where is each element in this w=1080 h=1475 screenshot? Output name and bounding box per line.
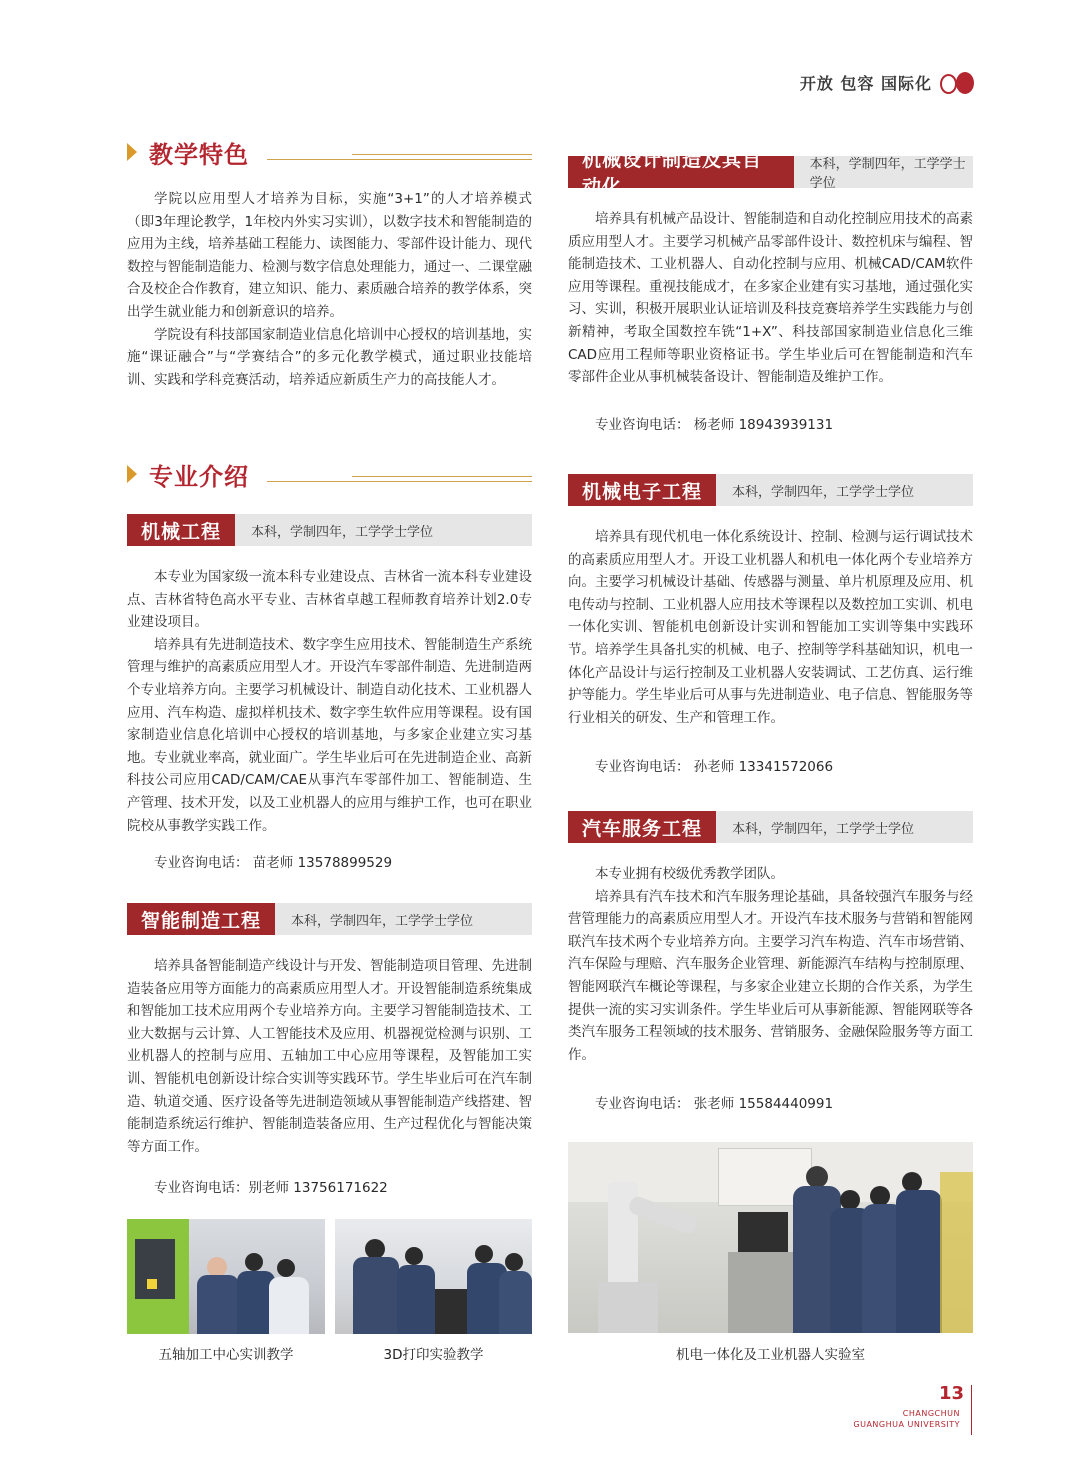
major-meta: 本科，学制四年，工学学士学位 [291,913,474,929]
page-number: 13 [938,1383,964,1404]
major-header-mechatronics [568,474,973,506]
major-meta: 本科，学制四年，工学学士学位 [251,524,434,540]
section-arrow-icon [127,143,137,161]
section-divider [267,159,532,160]
section-arrow-icon [127,465,137,483]
features-text [127,188,532,391]
contact-line: 专业咨询电话： 张老师 15584440991 [595,1096,834,1112]
major-header-automotive-service [568,811,973,843]
photo-caption: 3D打印实验教学 [383,1347,484,1363]
major-name: 机械设计制造及其自动化 [568,156,794,188]
photo-caption: 机电一体化及工业机器人实验室 [676,1347,865,1363]
section-heading-intro [127,456,532,492]
footer-university [853,1408,960,1430]
major-text-automotive-service [568,863,973,1066]
major-name: 汽车服务工程 [568,811,716,843]
header-slogan: 开放 包容 国际化 [799,73,932,93]
major-text-mechatronics [568,526,973,729]
header-slogan-area [800,70,974,94]
footer-university-line: GUANGHUA UNIVERSITY [853,1420,960,1429]
contact-line: 专业咨询电话： 杨老师 18943939131 [595,417,834,433]
paragraph: 本专业拥有校级优秀教学团队。 [595,866,784,882]
major-meta: 本科，学制四年，工学学士学位 [732,821,915,837]
major-name: 机械工程 [127,514,235,546]
paragraph: 学院设有科技部国家制造业信息化培训中心授权的培训基地，实施“课证融合”与“学赛结合”的多元化教学模式，通过职业技能培训、实践和学科竞赛活动，培养适应新质生产力的高技能人才。 [127,326,532,388]
photo-five-axis-training [127,1219,325,1334]
major-header-intelligent-manufacturing [127,903,532,935]
footer-university-line: CHANGCHUN [902,1409,960,1418]
seal-logo-icon [940,70,974,94]
photo-3d-printing-lab [335,1219,532,1334]
contact-line: 专业咨询电话：别老师 13756171622 [154,1180,388,1196]
section-title: 教学特色 [149,140,249,169]
paragraph: 本专业为国家级一流本科专业建设点、吉林省一流本科专业建设点、吉林省特色高水平专业、吉林省卓越工程师教育培养计划2.0专业建设项目。 [127,569,532,631]
section-title: 专业介绍 [149,462,249,491]
major-header-mechanical-design [568,149,973,198]
section-heading-features [127,134,532,170]
contact-line: 专业咨询电话： 苗老师 13578899529 [154,855,393,871]
photo-robotics-lab [568,1142,973,1333]
photo-caption: 五轴加工中心实训教学 [158,1347,294,1363]
paragraph: 培养具有机械产品设计、智能制造和自动化控制应用技术的高素质应用型人才。主要学习机械产品零部件设计、数控机床与编程、智能制造技术、工业机器人、自动化控制与应用、机械CAD/CAM软件应用等课程。重视技能成才，在多家企业建有实习基地，通过强化实习、实训，积极开展职业认证培训及科技竞赛培养学生实践能力与创新精神，考取全国数控车铣“1+X”、科技部国家制造业信息化三维CAD应用工程师等职业资格证书。学生毕业后可在智能制造和汽车零部件企业从事机械装备设计、智能制造及维护工作。 [568,211,973,386]
paragraph: 培养具有先进制造技术、数字孪生应用技术、智能制造生产系统管理与维护的高素质应用型人才。开设汽车零部件制造、先进制造两个专业培养方向。主要学习机械设计、制造自动化技术、工业机器人应用、汽车构造、虚拟样机技术、数字孪生软件应用等课程。设有国家制造业信息化培训中心授权的培训基地，与多家企业建立实习基地。专业就业率高，就业面广。学生毕业后可在先进制造企业、高新科技公司应用CAD/CAM/CAE从事汽车零部件加工、智能制造、生产管理、技术开发，以及工业机器人的应用与维护工作，也可在职业院校从事教学实践工作。 [127,636,532,834]
major-header-mechanical-engineering [127,514,532,546]
paragraph: 培养具有现代机电一体化系统设计、控制、检测与运行调试技术的高素质应用型人才。开设工业机器人和机电一体化两个专业培养方向。主要学习机械设计基础、传感器与测量、单片机原理及应用、机电传动与控制、工业机器人应用技术等课程以及数控加工实训、机电一体化实训、智能机电创新设计实训和智能加工实训等集中实践环节。培养学生具备扎实的机械、电子、控制等学科基础知识，机电一体化产品设计与运行控制及工业机器人安装调试、工艺仿真、运行维护等能力。学生毕业后可从事与先进制造业、电子信息、智能服务等行业相关的研发、生产和管理工作。 [568,529,973,726]
major-text-intelligent-manufacturing [127,955,532,1158]
paragraph: 培养具有汽车技术和汽车服务理论基础，具备较强汽车服务与经营管理能力的高素质应用型人才。开设汽车技术服务与营销和智能网联汽车技术两个专业培养方向。主要学习汽车构造、汽车市场营销、汽车保险与理赔、汽车服务企业管理、新能源汽车结构与控制原理、智能网联汽车概论等课程，与多家企业建立长期的合作关系，为学生提供一流的实习实训条件。学生毕业后可从事新能源、智能网联等各类汽车服务工程领域的技术服务、营销服务、金融保险服务等方面工作。 [568,888,973,1063]
major-name: 智能制造工程 [127,903,275,935]
footer-divider [971,1385,972,1435]
major-text-mechanical-engineering [127,566,532,837]
paragraph: 培养具备智能制造产线设计与开发、智能制造项目管理、先进制造装备应用等方面能力的高素质应用型人才。开设智能制造系统集成和智能加工技术应用两个专业培养方向。主要学习智能制造技术、工业大数据与云计算、人工智能技术及应用、机器视觉检测与识别、工业机器人的控制与应用、五轴加工中心应用等课程，及智能加工实训、智能机电创新设计综合实训等实践环节。学生毕业后可在汽车制造、轨道交通、医疗设备等先进制造领域从事智能制造产线搭建、智能制造系统运行维护、智能制造装备应用、生产过程优化与智能决策等方面工作。 [127,958,532,1155]
section-divider [267,481,532,482]
paragraph: 学院以应用型人才培养为目标，实施“3+1”的人才培养模式（即3年理论教学，1年校内外实习实训），以数字技术和智能制造的应用为主线，培养基础工程能力、读图能力、零部件设计能力、现代数控与智能制造能力、检测与数字信息处理能力，通过一、二课堂融合及校企合作教育，建立知识、能力、素质融合培养的教学体系，突出学生就业能力和创新意识的培养。 [127,191,532,320]
major-meta: 本科，学制四年，工学学士学位 [809,157,966,191]
major-name: 机械电子工程 [568,474,716,506]
major-text-mechanical-design [568,208,973,389]
contact-line: 专业咨询电话： 孙老师 13341572066 [595,759,834,775]
major-meta: 本科，学制四年，工学学士学位 [732,484,915,500]
